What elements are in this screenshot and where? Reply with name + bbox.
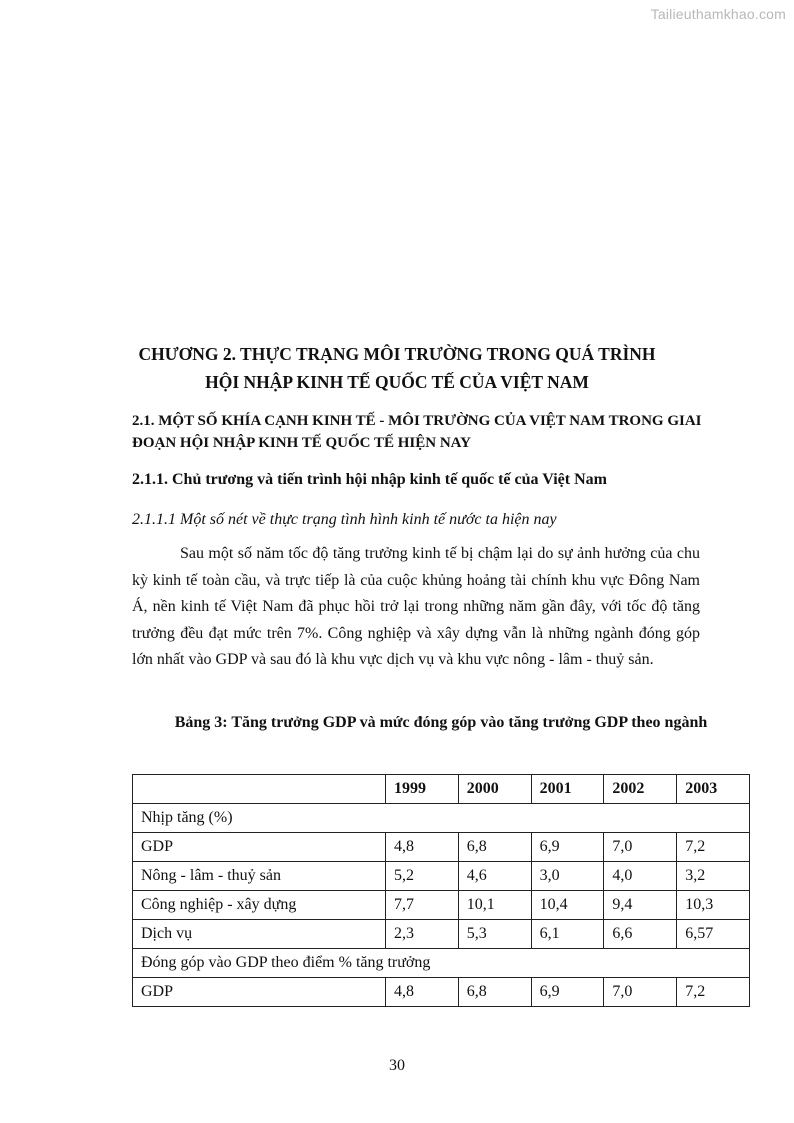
page-number: 30: [389, 1057, 405, 1074]
value-cell: 10,3: [677, 891, 750, 920]
group-label-cell: Nhịp tăng (%): [133, 804, 750, 833]
table-row: [133, 891, 750, 920]
header-year-cell: 2003: [677, 775, 750, 804]
value-cell: 6,57: [677, 920, 750, 949]
table-caption: Bảng 3: Tăng trưởng GDP và mức đóng góp vào tăng trưởng GDP theo ngành: [174, 714, 708, 731]
value-cell: 6,1: [531, 920, 604, 949]
value-cell: 6,8: [458, 978, 531, 1007]
chapter-title-line2: HỘI NHẬP KINH TẾ QUỐC TẾ CỦA VIỆT NAM: [205, 372, 589, 392]
header-year-cell: 2000: [458, 775, 531, 804]
table-row: [133, 833, 750, 862]
body-paragraph: Sau một số năm tốc độ tăng trưởng kinh tế bị chậm lại do sự ảnh hưởng của chu kỳ kinh tế toàn cầu, và trực tiếp là của cuộc khủng hoảng tài chính khu vực Đông Nam Á, nền kinh tế Việt Nam đã phục hồi trở lại trong những năm gần đây, với tốc độ tăng trưởng đều đạt mức trên 7%. Công nghiệp và xây dựng vẫn là những ngành đóng góp lớn nhất vào GDP và sau đó là khu vực dịch vụ và khu vực nông - lâm - thuỷ sản.: [132, 545, 700, 668]
row-label-cell: GDP: [133, 978, 386, 1007]
row-label-cell: Dịch vụ: [133, 920, 386, 949]
value-cell: 6,6: [604, 920, 677, 949]
value-cell: 7,2: [677, 833, 750, 862]
subsubsection-heading: 2.1.1.1 Một số nét về thực trạng tình hình kinh tế nước ta hiện nay: [132, 511, 557, 528]
group-label-cell: Đóng góp vào GDP theo điểm % tăng trưởng: [133, 949, 750, 978]
value-cell: 7,7: [386, 891, 459, 920]
value-cell: 7,2: [677, 978, 750, 1007]
value-cell: 10,4: [531, 891, 604, 920]
value-cell: 4,8: [386, 978, 459, 1007]
header-empty-cell: [133, 775, 386, 804]
value-cell: 5,3: [458, 920, 531, 949]
row-label-cell: Công nghiệp - xây dựng: [133, 891, 386, 920]
table-row: [133, 978, 750, 1007]
value-cell: 9,4: [604, 891, 677, 920]
chapter-title-line1: CHƯƠNG 2. THỰC TRẠNG MÔI TRƯỜNG TRONG QUÁ TRÌNH: [138, 344, 656, 364]
chapter-title: [0, 340, 794, 396]
group-row: [133, 804, 750, 833]
header-year-cell: 1999: [386, 775, 459, 804]
value-cell: 7,0: [604, 833, 677, 862]
value-cell: 5,2: [386, 862, 459, 891]
table-row: [133, 920, 750, 949]
value-cell: 6,8: [458, 833, 531, 862]
value-cell: 4,0: [604, 862, 677, 891]
row-label-cell: GDP: [133, 833, 386, 862]
table-header-row: [133, 775, 750, 804]
group-row: [133, 949, 750, 978]
header-year-cell: 2002: [604, 775, 677, 804]
subsection-heading: 2.1.1. Chủ trương và tiến trình hội nhập kinh tế quốc tế của Việt Nam: [132, 471, 607, 488]
section-heading: 2.1. MỘT SỐ KHÍA CẠNH KINH TẾ - MÔI TRƯỜNG CỦA VIỆT NAM TRONG GIAI ĐOẠN HỘI NHẬP KINH TẾ QUỐC TẾ HIỆN NAY: [132, 413, 702, 451]
value-cell: 6,9: [531, 833, 604, 862]
row-label-cell: Nông - lâm - thuỷ sản: [133, 862, 386, 891]
table-row: [133, 862, 750, 891]
gdp-table: [132, 774, 750, 1007]
value-cell: 6,9: [531, 978, 604, 1007]
value-cell: 7,0: [604, 978, 677, 1007]
header-year-cell: 2001: [531, 775, 604, 804]
value-cell: 2,3: [386, 920, 459, 949]
value-cell: 4,8: [386, 833, 459, 862]
value-cell: 3,0: [531, 862, 604, 891]
watermark: Tailieuthamkhao.com: [650, 6, 786, 22]
value-cell: 3,2: [677, 862, 750, 891]
value-cell: 10,1: [458, 891, 531, 920]
value-cell: 4,6: [458, 862, 531, 891]
